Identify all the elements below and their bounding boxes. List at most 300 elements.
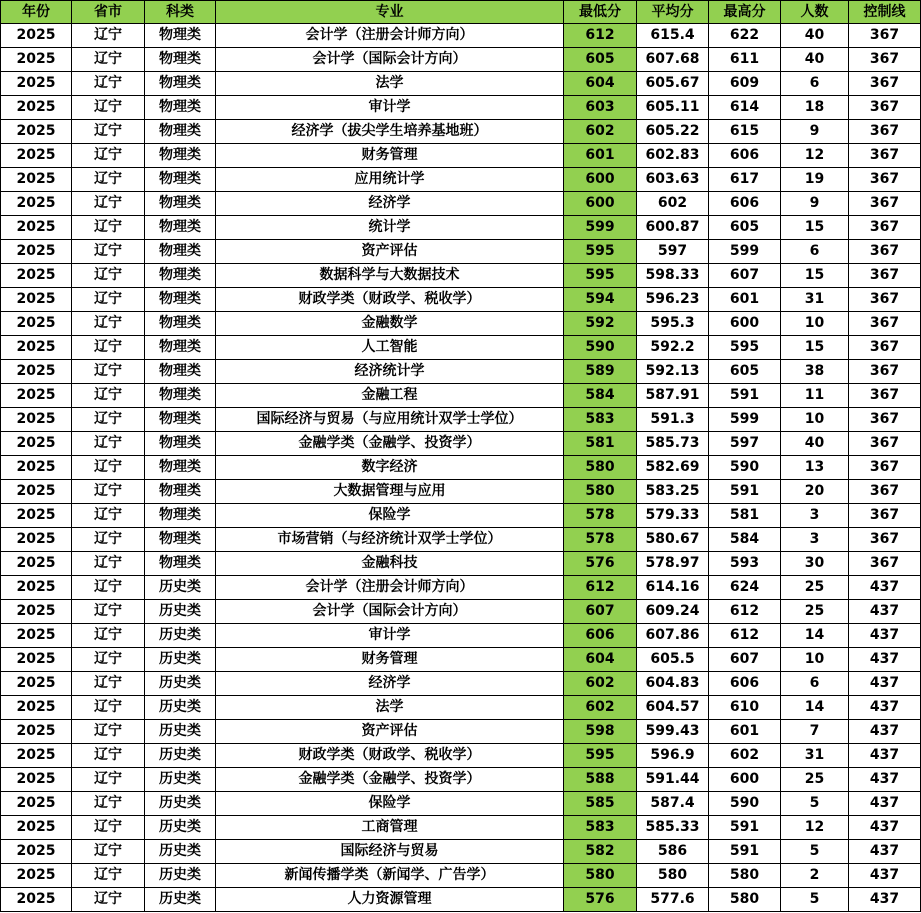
category-cell: 物理类 [145, 264, 216, 288]
count-cell: 18 [781, 96, 849, 120]
year-cell: 2025 [1, 216, 72, 240]
category-cell: 历史类 [145, 768, 216, 792]
major-cell: 保险学 [216, 504, 564, 528]
province-cell: 辽宁 [72, 504, 145, 528]
province-cell: 辽宁 [72, 168, 145, 192]
category-cell: 物理类 [145, 168, 216, 192]
count-cell: 6 [781, 240, 849, 264]
count-cell: 7 [781, 720, 849, 744]
max-score-cell: 624 [709, 576, 781, 600]
category-cell: 物理类 [145, 552, 216, 576]
control-line-cell: 367 [849, 336, 921, 360]
avg-score-cell: 591.44 [637, 768, 709, 792]
category-cell: 历史类 [145, 744, 216, 768]
table-row [1, 696, 921, 720]
year-cell: 2025 [1, 312, 72, 336]
major-cell: 统计学 [216, 216, 564, 240]
province-cell: 辽宁 [72, 336, 145, 360]
control-line-cell: 367 [849, 72, 921, 96]
major-cell: 财务管理 [216, 144, 564, 168]
control-line-cell: 367 [849, 96, 921, 120]
category-cell: 物理类 [145, 336, 216, 360]
max-score-cell: 591 [709, 480, 781, 504]
table-row [1, 840, 921, 864]
major-cell: 法学 [216, 696, 564, 720]
table-row [1, 456, 921, 480]
category-cell: 历史类 [145, 888, 216, 912]
table-row [1, 672, 921, 696]
count-cell: 38 [781, 360, 849, 384]
table-row [1, 48, 921, 72]
avg-score-cell: 609.24 [637, 600, 709, 624]
avg-score-cell: 604.83 [637, 672, 709, 696]
avg-score-cell: 599.43 [637, 720, 709, 744]
count-cell: 25 [781, 576, 849, 600]
year-cell: 2025 [1, 696, 72, 720]
major-cell: 财政学类（财政学、税收学） [216, 288, 564, 312]
max-score-cell: 612 [709, 624, 781, 648]
control-line-cell: 367 [849, 192, 921, 216]
avg-score-cell: 585.33 [637, 816, 709, 840]
count-cell: 12 [781, 144, 849, 168]
max-score-cell: 606 [709, 672, 781, 696]
count-cell: 12 [781, 816, 849, 840]
table-row [1, 552, 921, 576]
province-cell: 辽宁 [72, 24, 145, 48]
year-cell: 2025 [1, 888, 72, 912]
year-cell: 2025 [1, 792, 72, 816]
major-cell: 财务管理 [216, 648, 564, 672]
major-cell: 法学 [216, 72, 564, 96]
avg-score-cell: 596.23 [637, 288, 709, 312]
table-row [1, 216, 921, 240]
major-cell: 工商管理 [216, 816, 564, 840]
table-row [1, 576, 921, 600]
max-score-cell: 606 [709, 192, 781, 216]
category-cell: 历史类 [145, 696, 216, 720]
table-row [1, 768, 921, 792]
category-cell: 历史类 [145, 672, 216, 696]
category-cell: 历史类 [145, 792, 216, 816]
major-cell: 金融科技 [216, 552, 564, 576]
major-cell: 审计学 [216, 624, 564, 648]
min-score-cell: 584 [564, 384, 637, 408]
category-cell: 历史类 [145, 720, 216, 744]
major-cell: 会计学（注册会计师方向） [216, 576, 564, 600]
header-avg-score: 平均分 [637, 1, 709, 24]
avg-score-cell: 587.4 [637, 792, 709, 816]
category-cell: 历史类 [145, 840, 216, 864]
major-cell: 会计学（注册会计师方向） [216, 24, 564, 48]
table-row [1, 120, 921, 144]
major-cell: 数字经济 [216, 456, 564, 480]
province-cell: 辽宁 [72, 672, 145, 696]
table-body [1, 24, 921, 912]
category-cell: 物理类 [145, 24, 216, 48]
major-cell: 经济学 [216, 672, 564, 696]
control-line-cell: 437 [849, 840, 921, 864]
year-cell: 2025 [1, 168, 72, 192]
category-cell: 物理类 [145, 192, 216, 216]
avg-score-cell: 614.16 [637, 576, 709, 600]
control-line-cell: 437 [849, 696, 921, 720]
table-row [1, 504, 921, 528]
max-score-cell: 600 [709, 312, 781, 336]
min-score-cell: 600 [564, 192, 637, 216]
category-cell: 物理类 [145, 384, 216, 408]
min-score-cell: 576 [564, 888, 637, 912]
header-year: 年份 [1, 1, 72, 24]
table-row [1, 240, 921, 264]
major-cell: 经济学 [216, 192, 564, 216]
year-cell: 2025 [1, 384, 72, 408]
province-cell: 辽宁 [72, 480, 145, 504]
count-cell: 5 [781, 792, 849, 816]
category-cell: 物理类 [145, 216, 216, 240]
min-score-cell: 588 [564, 768, 637, 792]
avg-score-cell: 615.4 [637, 24, 709, 48]
count-cell: 5 [781, 888, 849, 912]
province-cell: 辽宁 [72, 624, 145, 648]
control-line-cell: 367 [849, 24, 921, 48]
table-row [1, 744, 921, 768]
min-score-cell: 602 [564, 120, 637, 144]
min-score-cell: 578 [564, 504, 637, 528]
avg-score-cell: 586 [637, 840, 709, 864]
province-cell: 辽宁 [72, 816, 145, 840]
min-score-cell: 605 [564, 48, 637, 72]
header-max-score: 最高分 [709, 1, 781, 24]
count-cell: 25 [781, 768, 849, 792]
year-cell: 2025 [1, 72, 72, 96]
max-score-cell: 607 [709, 648, 781, 672]
min-score-cell: 602 [564, 696, 637, 720]
count-cell: 15 [781, 264, 849, 288]
control-line-cell: 437 [849, 720, 921, 744]
province-cell: 辽宁 [72, 840, 145, 864]
major-cell: 资产评估 [216, 720, 564, 744]
max-score-cell: 606 [709, 144, 781, 168]
table-row [1, 336, 921, 360]
province-cell: 辽宁 [72, 96, 145, 120]
avg-score-cell: 602.83 [637, 144, 709, 168]
major-cell: 财政学类（财政学、税收学） [216, 744, 564, 768]
category-cell: 物理类 [145, 528, 216, 552]
count-cell: 31 [781, 744, 849, 768]
major-cell: 会计学（国际会计方向） [216, 48, 564, 72]
year-cell: 2025 [1, 720, 72, 744]
province-cell: 辽宁 [72, 456, 145, 480]
min-score-cell: 606 [564, 624, 637, 648]
category-cell: 历史类 [145, 576, 216, 600]
year-cell: 2025 [1, 288, 72, 312]
year-cell: 2025 [1, 768, 72, 792]
major-cell: 金融学类（金融学、投资学） [216, 768, 564, 792]
control-line-cell: 367 [849, 312, 921, 336]
province-cell: 辽宁 [72, 240, 145, 264]
major-cell: 保险学 [216, 792, 564, 816]
control-line-cell: 437 [849, 792, 921, 816]
category-cell: 物理类 [145, 72, 216, 96]
control-line-cell: 437 [849, 600, 921, 624]
count-cell: 14 [781, 696, 849, 720]
province-cell: 辽宁 [72, 312, 145, 336]
table-row [1, 600, 921, 624]
control-line-cell: 367 [849, 264, 921, 288]
avg-score-cell: 605.22 [637, 120, 709, 144]
year-cell: 2025 [1, 744, 72, 768]
table-row [1, 144, 921, 168]
year-cell: 2025 [1, 336, 72, 360]
province-cell: 辽宁 [72, 72, 145, 96]
avg-score-cell: 597 [637, 240, 709, 264]
control-line-cell: 437 [849, 624, 921, 648]
header-count: 人数 [781, 1, 849, 24]
province-cell: 辽宁 [72, 432, 145, 456]
category-cell: 历史类 [145, 648, 216, 672]
major-cell: 市场营销（与经济统计双学士学位） [216, 528, 564, 552]
province-cell: 辽宁 [72, 696, 145, 720]
count-cell: 5 [781, 840, 849, 864]
control-line-cell: 437 [849, 648, 921, 672]
avg-score-cell: 591.3 [637, 408, 709, 432]
avg-score-cell: 580.67 [637, 528, 709, 552]
year-cell: 2025 [1, 264, 72, 288]
table-row [1, 480, 921, 504]
min-score-cell: 583 [564, 816, 637, 840]
year-cell: 2025 [1, 120, 72, 144]
table-row [1, 72, 921, 96]
count-cell: 25 [781, 600, 849, 624]
avg-score-cell: 605.5 [637, 648, 709, 672]
avg-score-cell: 577.6 [637, 888, 709, 912]
max-score-cell: 595 [709, 336, 781, 360]
province-cell: 辽宁 [72, 144, 145, 168]
control-line-cell: 437 [849, 576, 921, 600]
control-line-cell: 437 [849, 768, 921, 792]
count-cell: 20 [781, 480, 849, 504]
major-cell: 经济统计学 [216, 360, 564, 384]
control-line-cell: 437 [849, 744, 921, 768]
max-score-cell: 591 [709, 384, 781, 408]
major-cell: 新闻传播学类（新闻学、广告学） [216, 864, 564, 888]
count-cell: 15 [781, 216, 849, 240]
year-cell: 2025 [1, 192, 72, 216]
min-score-cell: 595 [564, 240, 637, 264]
category-cell: 历史类 [145, 600, 216, 624]
max-score-cell: 605 [709, 216, 781, 240]
max-score-cell: 602 [709, 744, 781, 768]
max-score-cell: 599 [709, 408, 781, 432]
min-score-cell: 612 [564, 576, 637, 600]
province-cell: 辽宁 [72, 768, 145, 792]
control-line-cell: 367 [849, 168, 921, 192]
year-cell: 2025 [1, 528, 72, 552]
year-cell: 2025 [1, 144, 72, 168]
max-score-cell: 607 [709, 264, 781, 288]
province-cell: 辽宁 [72, 360, 145, 384]
max-score-cell: 605 [709, 360, 781, 384]
control-line-cell: 367 [849, 552, 921, 576]
max-score-cell: 615 [709, 120, 781, 144]
table-row [1, 720, 921, 744]
year-cell: 2025 [1, 96, 72, 120]
year-cell: 2025 [1, 816, 72, 840]
table-row [1, 408, 921, 432]
major-cell: 数据科学与大数据技术 [216, 264, 564, 288]
control-line-cell: 367 [849, 528, 921, 552]
count-cell: 2 [781, 864, 849, 888]
min-score-cell: 601 [564, 144, 637, 168]
table-row [1, 384, 921, 408]
count-cell: 30 [781, 552, 849, 576]
count-cell: 10 [781, 312, 849, 336]
table-row [1, 624, 921, 648]
year-cell: 2025 [1, 408, 72, 432]
category-cell: 物理类 [145, 360, 216, 384]
min-score-cell: 600 [564, 168, 637, 192]
avg-score-cell: 582.69 [637, 456, 709, 480]
province-cell: 辽宁 [72, 888, 145, 912]
province-cell: 辽宁 [72, 264, 145, 288]
table-row [1, 312, 921, 336]
min-score-cell: 598 [564, 720, 637, 744]
max-score-cell: 610 [709, 696, 781, 720]
max-score-cell: 614 [709, 96, 781, 120]
max-score-cell: 591 [709, 840, 781, 864]
category-cell: 物理类 [145, 456, 216, 480]
max-score-cell: 601 [709, 720, 781, 744]
avg-score-cell: 605.11 [637, 96, 709, 120]
max-score-cell: 590 [709, 456, 781, 480]
max-score-cell: 599 [709, 240, 781, 264]
avg-score-cell: 607.86 [637, 624, 709, 648]
province-cell: 辽宁 [72, 408, 145, 432]
year-cell: 2025 [1, 600, 72, 624]
category-cell: 历史类 [145, 624, 216, 648]
year-cell: 2025 [1, 864, 72, 888]
count-cell: 40 [781, 432, 849, 456]
control-line-cell: 437 [849, 816, 921, 840]
year-cell: 2025 [1, 432, 72, 456]
category-cell: 物理类 [145, 48, 216, 72]
header-row [1, 1, 921, 24]
category-cell: 物理类 [145, 432, 216, 456]
province-cell: 辽宁 [72, 744, 145, 768]
min-score-cell: 595 [564, 264, 637, 288]
min-score-cell: 585 [564, 792, 637, 816]
control-line-cell: 437 [849, 888, 921, 912]
min-score-cell: 589 [564, 360, 637, 384]
max-score-cell: 580 [709, 864, 781, 888]
year-cell: 2025 [1, 552, 72, 576]
control-line-cell: 367 [849, 480, 921, 504]
max-score-cell: 591 [709, 816, 781, 840]
avg-score-cell: 585.73 [637, 432, 709, 456]
table-row [1, 360, 921, 384]
max-score-cell: 622 [709, 24, 781, 48]
max-score-cell: 600 [709, 768, 781, 792]
major-cell: 经济学（拔尖学生培养基地班） [216, 120, 564, 144]
major-cell: 金融数学 [216, 312, 564, 336]
province-cell: 辽宁 [72, 528, 145, 552]
year-cell: 2025 [1, 504, 72, 528]
control-line-cell: 367 [849, 48, 921, 72]
year-cell: 2025 [1, 840, 72, 864]
major-cell: 人工智能 [216, 336, 564, 360]
avg-score-cell: 598.33 [637, 264, 709, 288]
min-score-cell: 604 [564, 72, 637, 96]
min-score-cell: 580 [564, 480, 637, 504]
min-score-cell: 580 [564, 456, 637, 480]
major-cell: 审计学 [216, 96, 564, 120]
year-cell: 2025 [1, 480, 72, 504]
category-cell: 物理类 [145, 504, 216, 528]
category-cell: 历史类 [145, 816, 216, 840]
province-cell: 辽宁 [72, 864, 145, 888]
major-cell: 应用统计学 [216, 168, 564, 192]
count-cell: 40 [781, 48, 849, 72]
major-cell: 国际经济与贸易 [216, 840, 564, 864]
min-score-cell: 580 [564, 864, 637, 888]
province-cell: 辽宁 [72, 792, 145, 816]
count-cell: 19 [781, 168, 849, 192]
avg-score-cell: 605.67 [637, 72, 709, 96]
control-line-cell: 367 [849, 144, 921, 168]
control-line-cell: 367 [849, 216, 921, 240]
control-line-cell: 367 [849, 384, 921, 408]
max-score-cell: 609 [709, 72, 781, 96]
avg-score-cell: 604.57 [637, 696, 709, 720]
control-line-cell: 367 [849, 504, 921, 528]
table-row [1, 96, 921, 120]
min-score-cell: 604 [564, 648, 637, 672]
category-cell: 物理类 [145, 288, 216, 312]
control-line-cell: 437 [849, 672, 921, 696]
year-cell: 2025 [1, 576, 72, 600]
table-row [1, 192, 921, 216]
year-cell: 2025 [1, 360, 72, 384]
table-row [1, 816, 921, 840]
province-cell: 辽宁 [72, 600, 145, 624]
avg-score-cell: 602 [637, 192, 709, 216]
year-cell: 2025 [1, 648, 72, 672]
table-row [1, 792, 921, 816]
avg-score-cell: 595.3 [637, 312, 709, 336]
min-score-cell: 595 [564, 744, 637, 768]
major-cell: 会计学（国际会计方向） [216, 600, 564, 624]
province-cell: 辽宁 [72, 576, 145, 600]
control-line-cell: 367 [849, 120, 921, 144]
count-cell: 9 [781, 120, 849, 144]
major-cell: 资产评估 [216, 240, 564, 264]
min-score-cell: 602 [564, 672, 637, 696]
max-score-cell: 617 [709, 168, 781, 192]
control-line-cell: 367 [849, 432, 921, 456]
year-cell: 2025 [1, 48, 72, 72]
max-score-cell: 590 [709, 792, 781, 816]
year-cell: 2025 [1, 672, 72, 696]
province-cell: 辽宁 [72, 120, 145, 144]
table-row [1, 888, 921, 912]
category-cell: 物理类 [145, 240, 216, 264]
count-cell: 6 [781, 672, 849, 696]
category-cell: 物理类 [145, 480, 216, 504]
max-score-cell: 593 [709, 552, 781, 576]
max-score-cell: 581 [709, 504, 781, 528]
category-cell: 物理类 [145, 312, 216, 336]
max-score-cell: 611 [709, 48, 781, 72]
